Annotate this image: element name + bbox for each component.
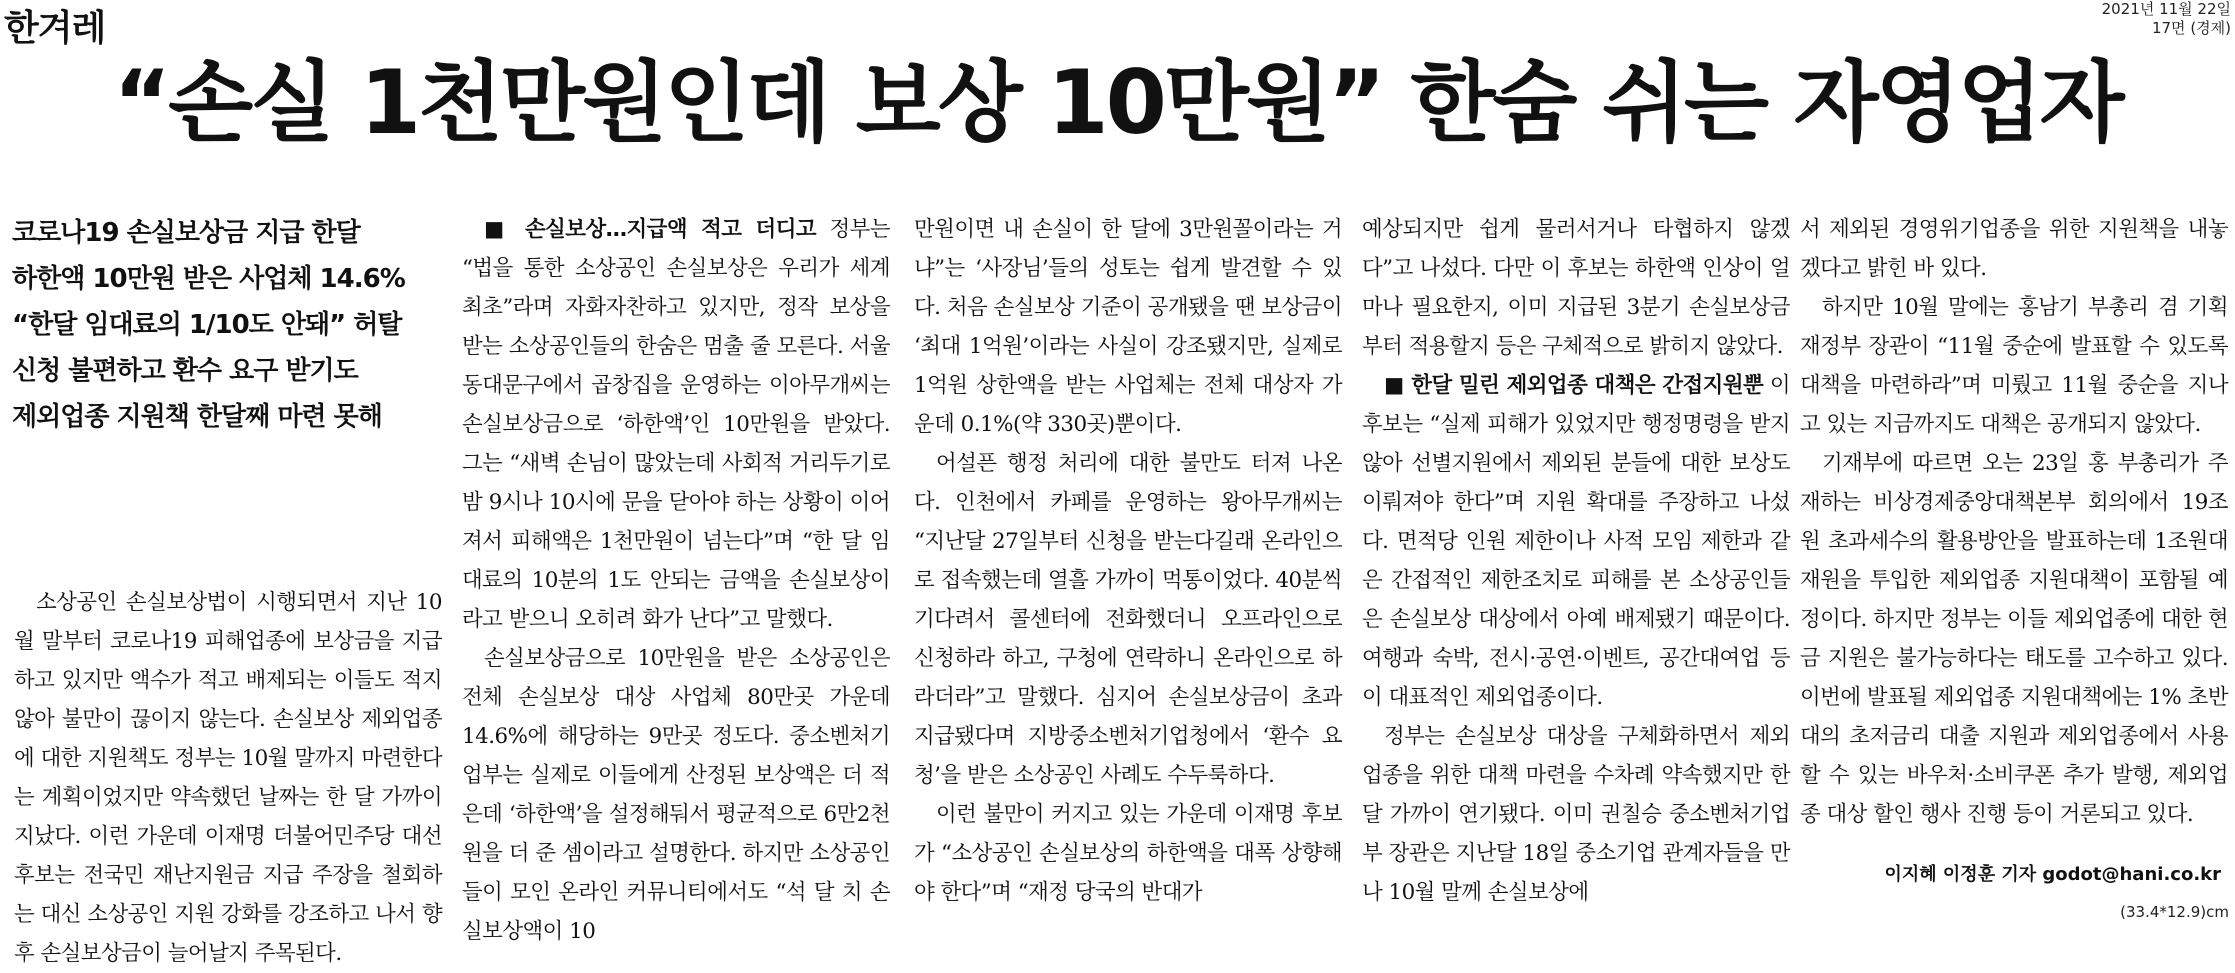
- subhead: 코로나19 손실보상금 지급 한달: [12, 218, 360, 248]
- column-2: [462, 210, 890, 951]
- issue-date: 2021년 11월 22일: [2101, 0, 2231, 18]
- byline: 이지혜 이정훈 기자 godot@hani.co.kr: [1884, 864, 2221, 885]
- issue-meta: [2102, 0, 2231, 38]
- subhead: 제외업종 지원책 한달째 마련 못해: [12, 402, 382, 432]
- section-heading-excluded-industries: ■ 한달 밀린 제외업종 대책은 간접지원뿐: [1384, 373, 1764, 398]
- column-5: [1800, 210, 2228, 834]
- article-size: (33.4*12.9)cm: [2120, 903, 2229, 921]
- subhead: 하한액 10만원 받은 사업체 14.6%: [12, 264, 405, 294]
- body-paragraph: 예상되지만 쉽게 물러서거나 타협하지 않겠다”고 나섰다. 다만 이 후보는 하한액 인상이 얼마나 필요한지, 이미 지급된 3분기 손실보상금부터 적용할지 등은 구체적으로 밝히지 않았다.: [1362, 217, 1790, 359]
- body-paragraph: 서 제외된 경영위기업종을 위한 지원책을 내놓겠다고 밝힌 바 있다.: [1800, 217, 2228, 281]
- body-paragraph: 정부는 손실보상 대상을 구체화하면서 제외업종을 위한 대책 마련을 수차례 약속했지만 한 달 가까이 연기됐다. 이미 권칠승 중소벤처기업부 장관은 지난달 18일 중소기업 관계자들을 만나 10월 말께 손실보상에: [1362, 724, 1790, 905]
- subhead: “한달 임대료의 1/10도 안돼” 허탈: [12, 310, 402, 340]
- headline: “손실 1천만원인데 보상 10만원” 한숨 쉬는 자영업자: [113, 51, 2122, 154]
- subheads: [12, 210, 442, 440]
- body-paragraph: 하지만 10월 말에는 홍남기 부총리 겸 기획재정부 장관이 “11월 중순에 발표할 수 있도록 대책을 마련하라”며 미뤘고 11월 중순을 지나고 있는 지금까지도 대책은 공개되지 않았다.: [1800, 295, 2228, 437]
- body-paragraph: 기재부에 따르면 오는 23일 홍 부총리가 주재하는 비상경제중앙대책본부 회의에서 19조원 초과세수의 활용방안을 발표하는데 1조원대 재원을 투입한 제외업종 지원대책이 포함될 예정이다. 하지만 정부는 이들 제외업종에 대한 현금 지원은 불가능하다는 태도를 고수하고 있다. 이번에 발표될 제외업종 지원대책에는 1% 초반대의 초저금리 대출 지원과 제외업종에서 사용할 수 있는 바우처·소비쿠폰 추가 발행, 제외업종 대상 할인 행사 진행 등이 거론되고 있다.: [1800, 451, 2228, 827]
- subhead: 신청 불편하고 환수 요구 받기도: [12, 356, 358, 386]
- lead-paragraph: 소상공인 손실보상법이 시행되면서 지난 10월 말부터 코로나19 피해업종에 보상금을 지급하고 있지만 액수가 적고 배제되는 이들도 적지 않아 불만이 끊이지 않는다. 손실보상 제외업종에 대한 지원책도 정부는 10월 말까지 마련한다는 계획이었지만 약속했던 날짜는 한 달 가까이 지났다. 이런 가운데 이재명 더불어민주당 대선 후보는 전국민 재난지원금 지급 주장을 철회하는 대신 소상공인 지원 강화를 강조하고 나서 향후 손실보상금이 늘어날지 주목된다.: [14, 590, 442, 966]
- body-paragraph: 만원이면 내 손실이 한 달에 3만원꼴이라는 거냐”는 ‘사장님’들의 성토는 쉽게 발견할 수 있다. 처음 손실보상 기준이 공개됐을 땐 보상금이 ‘최대 1억원’이라는 사실이 강조됐지만, 실제로 1억원 상한액을 받는 사업체는 전체 대상자 가운데 0.1%(약 330곳)뿐이다.: [914, 217, 1342, 437]
- section-heading-compensation: ■ 손실보상…지급액 적고 더디고: [484, 217, 817, 242]
- body-paragraph: ■ 손실보상…지급액 적고 더디고 정부는 “법을 통한 소상공인 손실보상은 우리가 세계 최초”라며 자화자찬하고 있지만, 정작 보상을 받는 소상공인들의 한숨은 멈출 줄 모른다. 서울 동대문구에서 곱창집을 운영하는 이아무개씨는 손실보상금으로 ‘하한액’인 10만원을 받았다. 그는 “새벽 손님이 많았는데 사회적 거리두기로 밤 9시나 10시에 문을 닫아야 하는 상황이 이어져서 피해액은 1천만원이 넘는다”며 “한 달 임대료의 10분의 1도 안되는 금액을 손실보상이라고 받으니 오히려 화가 난다”고 말했다.: [462, 217, 890, 632]
- lead-column: [14, 583, 442, 973]
- page-section: 17면 (경제): [2151, 19, 2231, 37]
- body-paragraph: 어설픈 행정 처리에 대한 불만도 터져 나온다. 인천에서 카페를 운영하는 왕아무개씨는 “지난달 27일부터 신청을 받는다길래 온라인으로 접속했는데 열흘 가까이 먹통이었다. 40분씩 기다려서 콜센터에 전화했더니 오프라인으로 신청하라 하고, 구청에 연락하니 온라인으로 하라더라”고 말했다. 심지어 손실보상금이 초과 지급됐다며 지방중소벤처기업청에서 ‘환수 요청’을 받은 소상공인 사례도 수두룩하다.: [914, 451, 1342, 788]
- body-paragraph: 이런 불만이 커지고 있는 가운데 이재명 후보가 “소상공인 손실보상의 하한액을 대폭 상향해야 한다”며 “재정 당국의 반대가: [914, 802, 1342, 905]
- masthead-logo: 한겨레: [4, 8, 106, 49]
- column-4: [1362, 210, 1790, 912]
- body-paragraph: ■ 한달 밀린 제외업종 대책은 간접지원뿐 이 후보는 “실제 피해가 있었지만 행정명령을 받지 않아 선별지원에서 제외된 분들에 대한 보상도 이뤄져야 한다”며 지원 확대를 주장하고 나섰다. 면적당 인원 제한이나 사적 모임 제한과 같은 간접적인 제한조치로 피해를 본 소상공인들은 손실보상 대상에서 아예 배제됐기 때문이다. 여행과 숙박, 전시·공연·이벤트, 공간대여업 등이 대표적인 제외업종이다.: [1362, 373, 1790, 710]
- body-paragraph: 손실보상금으로 10만원을 받은 소상공인은 전체 손실보상 대상 사업체 80만곳 가운데 14.6%에 해당하는 9만곳 정도다. 중소벤처기업부는 실제로 이들에게 산정된 보상액은 더 적은데 ‘하한액’을 설정해둬서 평균적으로 6만2천원을 더 준 셈이라고 설명한다. 하지만 소상공인들이 모인 온라인 커뮤니티에서도 “석 달 치 손실보상액이 10: [462, 646, 890, 944]
- column-3: [914, 210, 1342, 912]
